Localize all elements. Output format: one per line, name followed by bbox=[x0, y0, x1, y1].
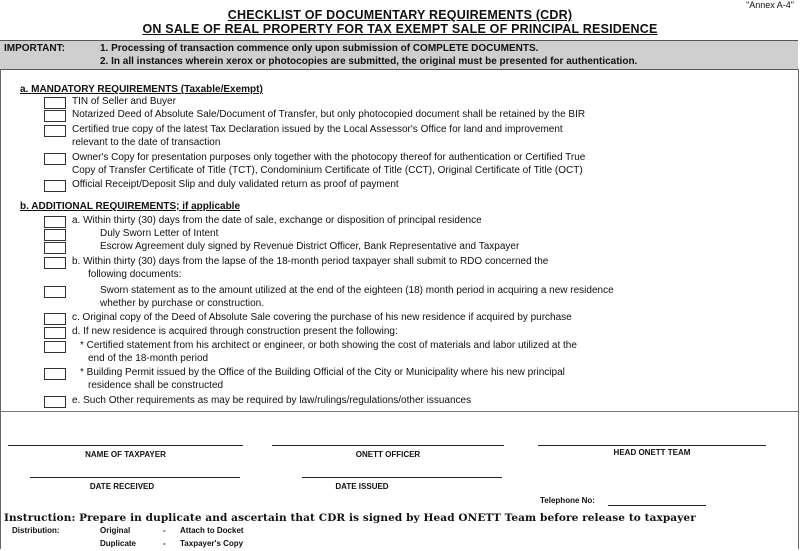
req-deed-of-sale: Notarized Deed of Absolute Sale/Document of Transfer, but only photocopied document shall be retained by the BIR bbox=[72, 109, 586, 120]
req-building-permit-cont: residence shall be constructed bbox=[88, 380, 224, 391]
req-official-receipt: Official Receipt/Deposit Slip and duly validated return as proof of payment bbox=[72, 179, 399, 190]
checkbox-b-d[interactable] bbox=[44, 327, 66, 339]
req-b-c: c. Original copy of the Deed of Absolute Sale covering the purchase of his new residence if acquired by purchase bbox=[72, 312, 572, 323]
distribution-label: Distribution: bbox=[12, 526, 60, 535]
req-sworn-statement-cont: whether by purchase or construction. bbox=[100, 298, 264, 309]
name-of-taxpayer-label: NAME OF TAXPAYER bbox=[85, 450, 166, 459]
req-b-b-cont: following documents: bbox=[88, 269, 182, 280]
telephone-label: Telephone No: bbox=[540, 496, 595, 505]
form-subtitle: ON SALE OF REAL PROPERTY FOR TAX EXEMPT SALE OF PRINCIPAL RESIDENCE bbox=[142, 22, 658, 36]
telephone-line[interactable] bbox=[608, 505, 706, 506]
req-escrow-agreement: Escrow Agreement duly signed by Revenue District Officer, Bank Representative and Taxpayer bbox=[100, 241, 520, 252]
onett-officer-label: ONETT OFFICER bbox=[355, 450, 421, 459]
req-certified-statement-cont: end of the 18-month period bbox=[88, 353, 209, 364]
req-owners-copy: Owner's Copy for presentation purposes only together with the photocopy thereof for authentication or Certified True bbox=[72, 152, 586, 163]
checkbox-b-c[interactable] bbox=[44, 313, 66, 325]
checkbox-sworn-statement[interactable] bbox=[44, 286, 66, 298]
req-tin: TIN of Seller and Buyer bbox=[72, 96, 176, 107]
onett-officer-signature-line[interactable] bbox=[272, 445, 504, 446]
checkbox-deed-of-sale[interactable] bbox=[44, 110, 66, 122]
req-certified-statement: * Certified statement from his architect or engineer, or both showing the cost of materials and labor utilized at the bbox=[80, 340, 577, 351]
section-divider bbox=[0, 411, 798, 412]
req-tax-declaration-cont: relevant to the date of transaction bbox=[72, 137, 221, 148]
date-received-label: DATE RECEIVED bbox=[89, 482, 155, 491]
section-b-heading: b. ADDITIONAL REQUIREMENTS; if applicable bbox=[20, 201, 241, 212]
req-b-b: b. Within thirty (30) days from the lapse of the 18-month period taxpayer shall submit to RDO concerned the bbox=[72, 256, 549, 267]
checkbox-b-b[interactable] bbox=[44, 257, 66, 269]
req-letter-of-intent: Duly Sworn Letter of Intent bbox=[100, 228, 219, 239]
checkbox-tin[interactable] bbox=[44, 97, 66, 109]
distribution-copy-original: Original bbox=[100, 526, 131, 535]
checkbox-certified-statement[interactable] bbox=[44, 341, 66, 353]
important-box bbox=[0, 40, 798, 70]
distribution-dash: - bbox=[163, 526, 166, 535]
checkbox-tax-declaration[interactable] bbox=[44, 125, 66, 137]
head-onett-team-label: HEAD ONETT TEAM bbox=[613, 448, 691, 457]
taxpayer-signature-line[interactable] bbox=[8, 445, 243, 446]
checkbox-letter-of-intent[interactable] bbox=[44, 229, 66, 241]
date-issued-label: DATE ISSUED bbox=[335, 482, 389, 491]
distribution-dest-docket: Attach to Docket bbox=[180, 526, 244, 535]
section-a-heading: a. MANDATORY REQUIREMENTS (Taxable/Exempt) bbox=[20, 84, 263, 95]
date-received-line[interactable] bbox=[30, 477, 240, 478]
checkbox-b-a[interactable] bbox=[44, 216, 66, 228]
req-b-a: a. Within thirty (30) days from the date of sale, exchange or disposition of principal residence bbox=[72, 215, 482, 226]
distribution-dest-taxpayer: Taxpayer's Copy bbox=[180, 539, 244, 548]
req-sworn-statement: Sworn statement as to the amount utilized at the end of the eighteen (18) month period in acquiring a new residence bbox=[100, 285, 614, 296]
form-title: CHECKLIST OF DOCUMENTARY REQUIREMENTS (CDR) bbox=[227, 8, 573, 22]
important-item-1: 1. Processing of transaction commence only upon submission of COMPLETE DOCUMENTS. bbox=[100, 43, 539, 54]
checkbox-owners-copy[interactable] bbox=[44, 153, 66, 165]
important-item-2: 2. In all instances wherein xerox or photocopies are submitted, the original must be presented for authentication. bbox=[100, 56, 638, 67]
req-b-d: d. If new residence is acquired through construction present the following: bbox=[72, 326, 398, 337]
checkbox-escrow-agreement[interactable] bbox=[44, 242, 66, 254]
date-issued-line[interactable] bbox=[302, 477, 502, 478]
annex-label: "Annex A-4" bbox=[746, 0, 794, 10]
checkbox-b-e[interactable] bbox=[44, 396, 66, 408]
req-building-permit: * Building Permit issued by the Office of the Building Official of the City or Municipality where his new principal bbox=[80, 367, 565, 378]
distribution-copy-duplicate: Duplicate bbox=[100, 539, 137, 548]
req-tax-declaration: Certified true copy of the latest Tax Declaration issued by the Local Assessor's Office for land and improvement bbox=[72, 124, 563, 135]
req-owners-copy-cont: Copy of Transfer Certificate of Title (TCT), Condominium Certificate of Title (CCT), Original Certificate of Title (OCT) bbox=[72, 165, 583, 176]
checkbox-official-receipt[interactable] bbox=[44, 180, 66, 192]
req-b-e: e. Such Other requirements as may be required by law/rulings/regulations/other issuances bbox=[72, 395, 472, 406]
important-label: IMPORTANT: bbox=[4, 43, 65, 54]
head-onett-team-signature-line[interactable] bbox=[538, 445, 766, 446]
checkbox-building-permit[interactable] bbox=[44, 368, 66, 380]
distribution-dash: - bbox=[163, 539, 166, 548]
instruction-text: Instruction: Prepare in duplicate and ascertain that CDR is signed by Head ONETT Team before release to taxpayer bbox=[4, 512, 696, 524]
